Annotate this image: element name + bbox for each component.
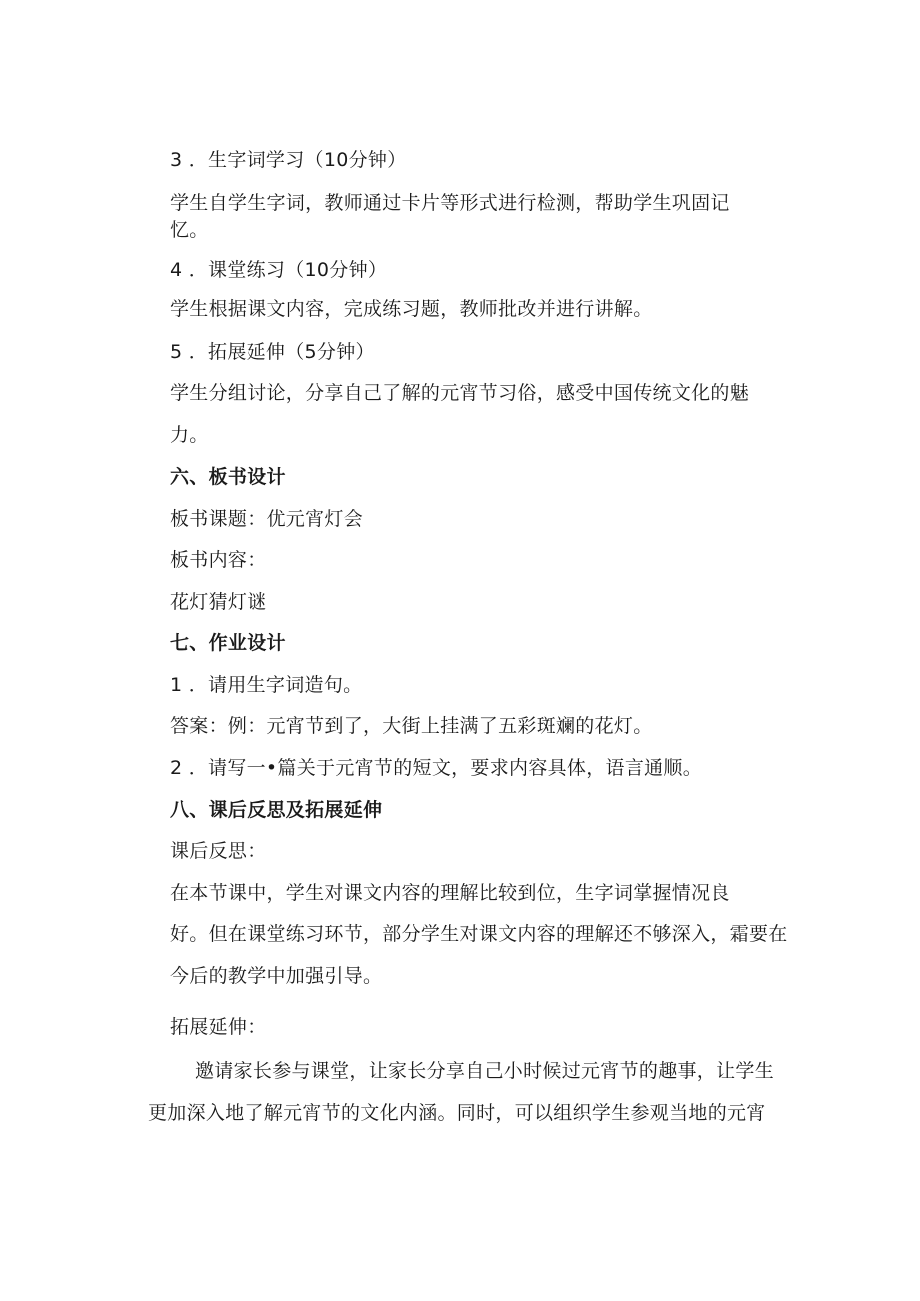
section-6-heading: 六、板书设计 xyxy=(170,466,286,488)
extension-label: 拓展延伸： xyxy=(170,1016,267,1038)
homework-1: 1 ．请用生字词造句。 xyxy=(170,674,363,696)
step-4-title: 4 ．课堂练习（10分钟） xyxy=(170,259,388,281)
board-content-label: 板书内容： xyxy=(170,549,267,571)
board-topic: 板书课题：优元宵灯会 xyxy=(170,508,364,530)
extension-text-line-2: 更加深入地了解元宵节的文化内涵。同时，可以组织学生参观当地的元宵 xyxy=(148,1102,766,1124)
step-3-title: 3 ．生字词学习（10分钟） xyxy=(170,149,407,171)
reflection-text-line-1: 在本节课中，学生对课文内容的理解比较到位，生字词掌握情况良 xyxy=(170,882,730,904)
step-5-text-line-2: 力。 xyxy=(170,424,209,446)
extension-text-line-1: 邀请家长参与课堂，让家长分享自己小时候过元宵节的趣事，让学生 xyxy=(195,1060,775,1082)
reflection-label: 课后反思： xyxy=(170,840,267,862)
step-3-text-line-1: 学生自学生字词，教师通过卡片等形式进行检测，帮助学生巩固记 xyxy=(170,192,730,214)
board-content: 花灯猜灯谜 xyxy=(170,591,267,613)
homework-1-answer: 答案：例：元宵节到了，大街上挂满了五彩斑斓的花灯。 xyxy=(170,715,653,737)
step-5-title: 5 ．拓展延伸（5分钟） xyxy=(170,341,375,363)
step-5-text-line-1: 学生分组讨论，分享自己了解的元宵节习俗，感受中国传统文化的魅 xyxy=(170,382,750,404)
step-4-text: 学生根据课文内容，完成练习题，教师批改并进行讲解。 xyxy=(170,298,653,320)
step-3-text-line-2: 忆。 xyxy=(170,219,209,241)
section-7-heading: 七、作业设计 xyxy=(170,632,286,654)
homework-2: 2 ．请写一•篇关于元宵节的短文，要求内容具体，语言通顺。 xyxy=(170,757,703,779)
reflection-text-line-2: 好。但在课堂练习环节，部分学生对课文内容的理解还不够深入，霜要在 xyxy=(170,923,788,945)
reflection-text-line-3: 今后的教学中加强引导。 xyxy=(170,965,383,987)
section-8-heading: 八、课后反思及拓展延伸 xyxy=(170,799,383,821)
